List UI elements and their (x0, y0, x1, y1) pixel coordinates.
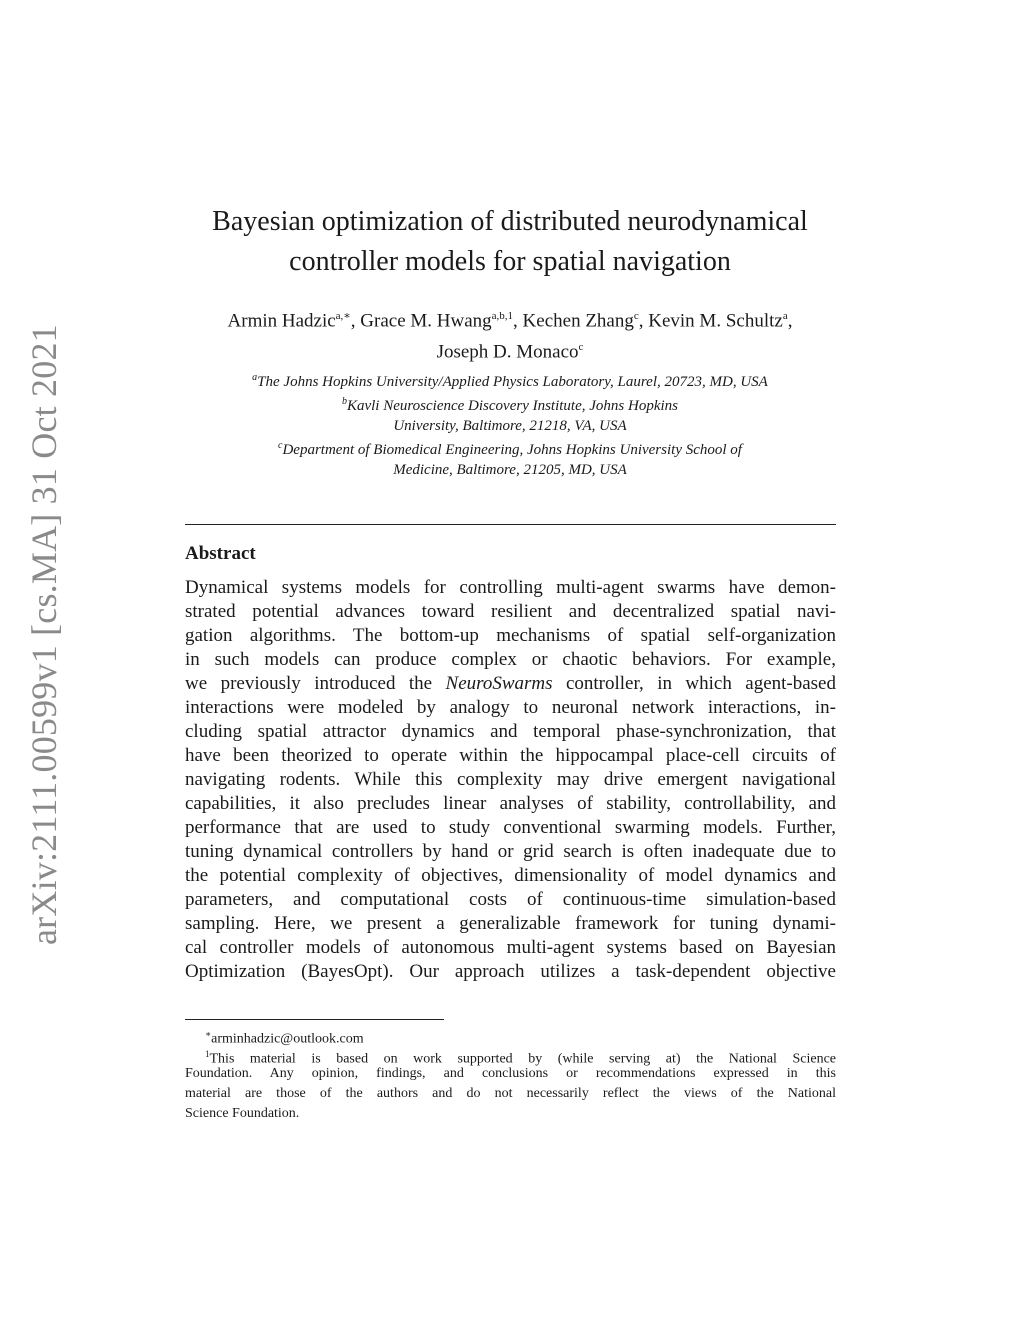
abstract-heading: Abstract (185, 543, 256, 564)
author-line (185, 334, 835, 365)
abstract-line: have been theorized to operate within the hippocampal place-cell circuits of (185, 745, 836, 766)
arxiv-identifier: arXiv:2111.00599v1 [cs.MA] 31 Oct 2021 (24, 324, 64, 945)
footnote-text: This material is based on work supported by (while serving at) the National Science (209, 1051, 836, 1067)
title-line: controller models for spatial navigation (289, 246, 731, 277)
footnote-divider (185, 1019, 444, 1020)
affil-mark: c (278, 440, 283, 451)
author-name: , Kechen Zhang (513, 310, 634, 332)
footnote-email (185, 1024, 836, 1047)
affil-mark: b (341, 396, 347, 407)
footnote-line: Foundation. Any opinion, findings, and conclusions or recommendations expressed in this (185, 1066, 836, 1081)
affiliation-c (185, 436, 835, 460)
neuroswarms-term: NeuroSwarms (445, 673, 553, 694)
abstract-line: Optimization (BayesOpt). Our approach utilizes a task-dependent objective (185, 961, 836, 982)
author-separator: , (787, 310, 793, 332)
footnote-mark: ∗ (205, 1029, 212, 1039)
abstract-text: controller, in which agent-based (552, 673, 836, 694)
affil-text: Department of Biomedical Engineering, Johns Hopkins University School of (282, 442, 742, 458)
author-list (185, 303, 835, 366)
affiliations (185, 368, 835, 480)
affil-text: Kavli Neuroscience Discovery Institute, Johns Hopkins (346, 398, 679, 414)
abstract-line: gation algorithms. The bottom-up mechanisms of spatial self-organization (185, 625, 836, 646)
abstract-line: the potential complexity of objectives, dimensionality of model dynamics and (185, 865, 836, 886)
footnotes (185, 1024, 836, 1124)
affiliation-b-cont: University, Baltimore, 21218, VA, USA (393, 418, 627, 434)
abstract-line (185, 672, 836, 696)
author-affil-mark: c (578, 341, 584, 354)
author-name: , Grace M. Hwang (350, 310, 492, 332)
author-name: Joseph D. Monaco (436, 341, 579, 363)
author-affil-mark: a,∗ (335, 310, 351, 322)
paper-title (185, 202, 835, 282)
abstract-line: performance that are used to study conventional swarming models. Further, (185, 817, 836, 838)
abstract-line: tuning dynamical controllers by hand or grid search is often inadequate due to (185, 841, 836, 862)
footnote-line: material are those of the authors and do not necessarily reflect the views of the National (185, 1086, 836, 1101)
affiliation-a (185, 368, 835, 392)
abstract-line: navigating rodents. While this complexity may drive emergent navigational (185, 769, 836, 790)
affil-text: The Johns Hopkins University/Applied Physics Laboratory, Laurel, 20723, MD, USA (257, 374, 768, 390)
abstract-line: Dynamical systems models for controlling multi-agent swarms have demon- (185, 577, 836, 598)
footnote-funding (185, 1044, 836, 1067)
abstract-body (185, 576, 836, 984)
abstract-line: sampling. Here, we present a generalizable framework for tuning dynami- (185, 913, 836, 934)
footnote-line: Science Foundation. (185, 1106, 300, 1121)
abstract-line: in such models can produce complex or chaotic behaviors. For example, (185, 649, 836, 670)
footnote-mark: 1 (205, 1049, 210, 1059)
abstract-line: interactions were modeled by analogy to neuronal network interactions, in- (185, 697, 836, 718)
divider (185, 524, 836, 525)
email-text: arminhadzic@outlook.com (211, 1031, 364, 1047)
author-name: Armin Hadzic (227, 310, 336, 332)
affil-mark: a (252, 372, 258, 383)
abstract-line: parameters, and computational costs of continuous-time simulation-based (185, 889, 836, 910)
author-affil-mark: a (782, 310, 788, 322)
abstract-line: strated potential advances toward resilient and decentralized spatial navi- (185, 601, 836, 622)
abstract-line: cal controller models of autonomous multi-agent systems based on Bayesian (185, 937, 836, 958)
affiliation-b (185, 392, 835, 416)
abstract-line: cluding spatial attractor dynamics and temporal phase-synchronization, that (185, 721, 836, 742)
author-name: , Kevin M. Schultz (638, 310, 783, 332)
title-line: Bayesian optimization of distributed neurodynamical (212, 206, 808, 237)
author-line (185, 303, 835, 334)
abstract-text: we previously introduced the (185, 673, 446, 694)
abstract-line: capabilities, it also precludes linear analyses of stability, controllability, and (185, 793, 836, 814)
author-affil-mark: a,b,1 (491, 310, 514, 322)
author-affil-mark: c (633, 310, 639, 322)
affiliation-c-cont: Medicine, Baltimore, 21205, MD, USA (393, 462, 627, 478)
